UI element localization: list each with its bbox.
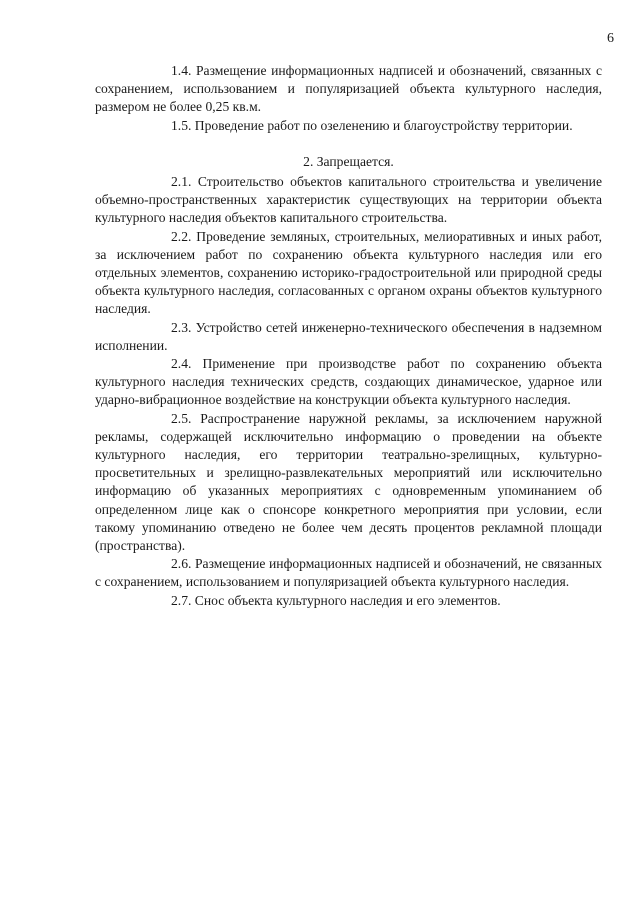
item-number: 2.5. xyxy=(171,410,192,426)
item-number: 2.3. xyxy=(171,319,192,335)
item-text: Строительство объектов капитального строительства и увеличение объемно-пространственных характеристик существующих на территории объекта культурного наследия объектов капитального строительства. xyxy=(95,174,602,226)
item-number: 2.1. xyxy=(171,174,192,190)
item-text: Применение при производстве работ по сохранению объекта культурного наследия технических средств, создающих динамическое, ударное или ударно-вибрационное воздействие на конструкции объекта культурного наследия. xyxy=(95,356,602,408)
item-1-4 xyxy=(95,62,602,117)
item-2-4 xyxy=(95,355,602,410)
section-heading: 2. Запрещается. xyxy=(303,153,394,169)
item-text: Проведение работ по озеленению и благоустройству территории. xyxy=(194,117,573,133)
item-text: Устройство сетей инженерно-технического обеспечения в надземном исполнении. xyxy=(95,319,602,353)
item-number: 2.7. xyxy=(171,592,192,608)
item-text: Распространение наружной рекламы, за исключением наружной рекламы, содержащей исключительно информацию о проведении на объекте культурного наследия, его территории театрально-зрелищных, культурно-просветительных и зрелищно-развлекательных мероприятий или исключительно информацию об указанных мероприятиях с одновременным упоминанием об определенном лице как о спонсоре конкретного мероприятия при условии, если такому упоминанию отведено не более чем десять процентов рекламной площади (пространства). xyxy=(95,410,602,554)
item-2-6 xyxy=(95,555,602,591)
item-2-2 xyxy=(95,228,602,319)
item-number: 2.4. xyxy=(171,356,192,372)
item-2-3 xyxy=(95,319,602,355)
page-number: 6 xyxy=(607,31,614,46)
item-text: Размещение информационных надписей и обозначений, не связанных с сохранением, использованием и популяризацией объекта культурного наследия. xyxy=(95,556,602,590)
item-number: 2.6. xyxy=(171,556,192,572)
item-2-7 xyxy=(95,592,602,610)
item-2-1 xyxy=(95,173,602,228)
item-text: Проведение земляных, строительных, мелиоративных и иных работ, за исключением работ по сохранению объекта культурного наследия или его отдельных элементов, сохранению историко-градостроительной или природной среды объекта культурного наследия, согласованных с органом охраны объектов культурного наследия. xyxy=(95,228,602,317)
item-text: Снос объекта культурного наследия и его элементов. xyxy=(194,592,501,608)
document-body xyxy=(95,62,602,610)
item-number: 1.4. xyxy=(171,63,192,78)
item-1-5 xyxy=(95,117,602,135)
item-number: 1.5. xyxy=(171,117,192,133)
item-text: Размещение информационных надписей и обозначений, связанных с сохранением, использованием и популяризацией объекта культурного наследия, размером не более 0,25 кв.м. xyxy=(95,63,602,115)
item-2-5 xyxy=(95,410,602,556)
item-number: 2.2. xyxy=(171,228,192,244)
